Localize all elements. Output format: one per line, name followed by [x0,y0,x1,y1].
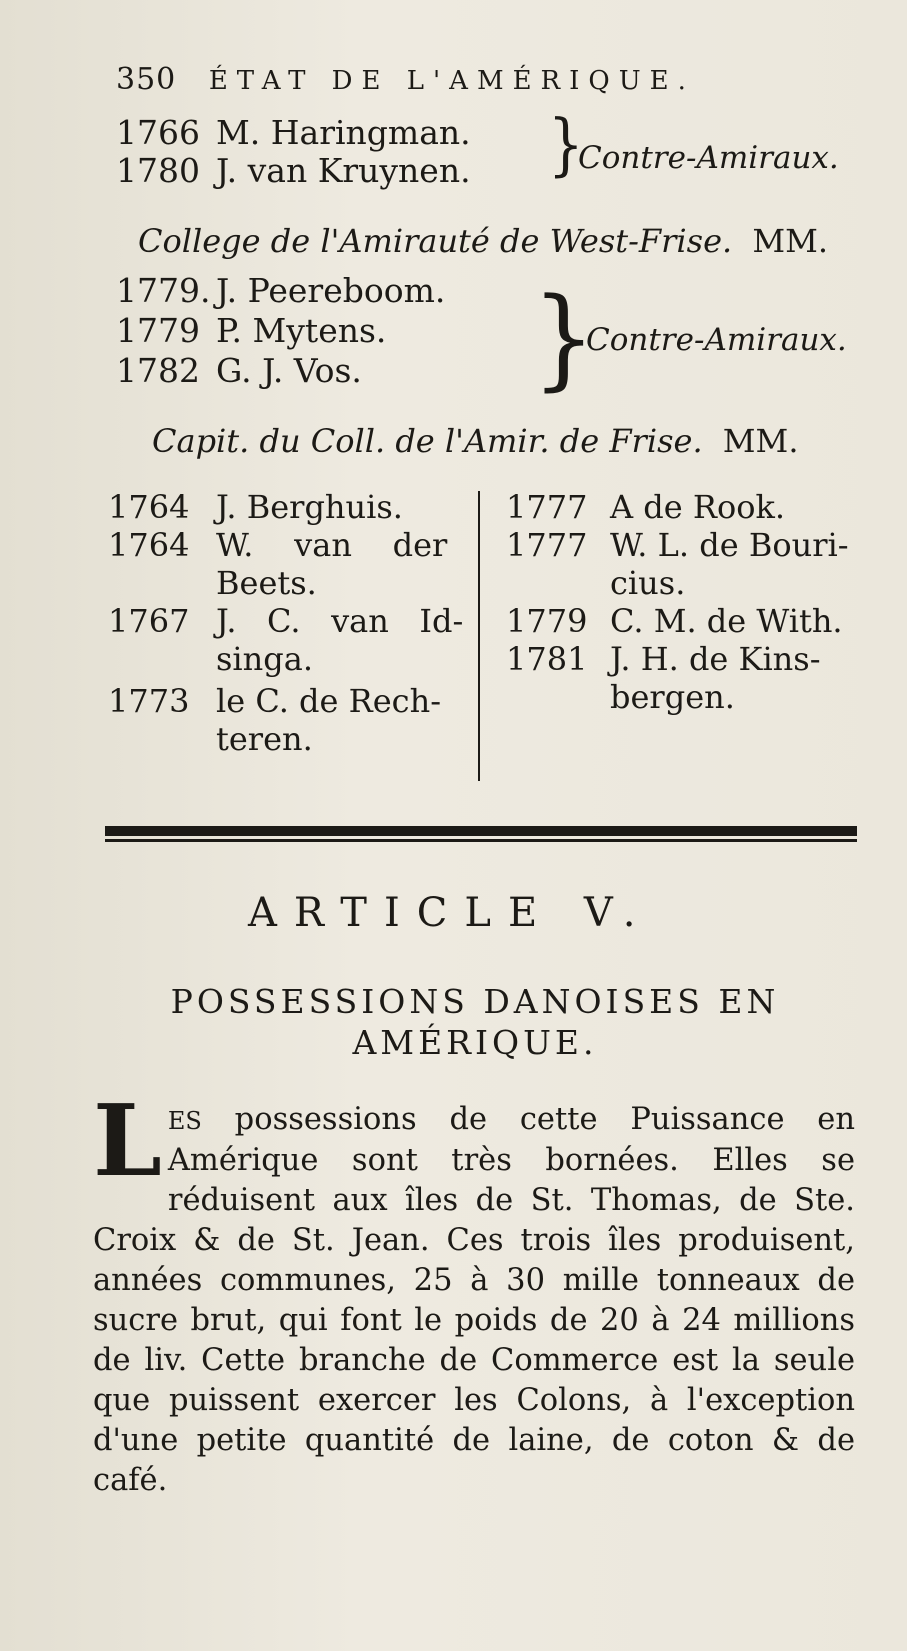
ornamental-rule-thin [105,839,857,842]
list-item: 1777 A de Rook. [506,488,786,526]
rank-label: Contre-Amiraux. [578,140,839,176]
list-item: 1779 C. M. de With. [506,602,843,640]
list-item: 1773 le C. de Rech- teren. [108,682,441,758]
article-body [93,1084,855,1501]
entry-row [116,272,445,310]
list-item: 1764 J. Berghuis. [108,488,403,526]
entry-name: M. Haringman. [216,113,471,152]
right-column [506,488,858,716]
curly-brace: } [532,273,596,402]
entry-row [116,352,362,390]
ornamental-rule [105,826,857,836]
list-item: 1777 W. L. de Bouri- cius. [506,526,849,602]
body-paragraph: possessions de cette Puissance en Amérique sont très bornées. Elles se réduisent aux îles de St. Thomas, de Ste. Croix & de St. Jean. Ces trois îles produisent, années communes, 25 à 30 mille tonneaux de sucre brut, qui font le poids de 20 à 24 millions de liv. Cette branche de Commerce est la seule que puissent exercer les Colons, à l'exception d'une petite quantité de laine, de coton & de café. [93,1102,855,1498]
running-title: ÉTAT DE L'AMÉRIQUE. [208,66,695,96]
entry-year: 1782 [116,351,200,390]
section-title: College de l'Amirauté de West-Frise. MM. [138,222,829,260]
entry-year: 1780 [116,151,200,190]
column-divider [478,491,480,781]
entry-name: J. Peereboom. [216,271,446,310]
list-item: 1767 J. C. van Id- singa. [108,602,464,678]
entry-name: G. J. Vos. [216,351,362,390]
list-item: 1781 J. H. de Kins- bergen. [506,640,821,716]
entry-name: J. van Kruynen. [216,151,471,190]
rank-label: Contre-Amiraux. [586,322,847,358]
running-header [116,62,695,97]
article-heading: POSSESSIONS DANOISES EN AMÉRIQUE. [170,982,780,1062]
entry-row [116,114,471,152]
curly-brace: } [548,106,584,185]
drop-cap: L [93,1084,162,1199]
entry-year: 1779 [116,311,200,350]
lead-smallcaps: ES [167,1107,202,1135]
entry-name: P. Mytens. [216,311,387,350]
article-number: ARTICLE V. [248,890,653,936]
section-title: Capit. du Coll. de l'Amir. de Frise. MM. [152,422,799,460]
page-number: 350 [116,62,177,97]
entry-row [116,312,386,350]
entry-year: 1779. [116,271,211,310]
entry-year: 1766 [116,113,200,152]
list-item: 1764 W. van der Beets. [108,526,448,602]
entry-row [116,152,471,190]
left-column [108,488,470,758]
